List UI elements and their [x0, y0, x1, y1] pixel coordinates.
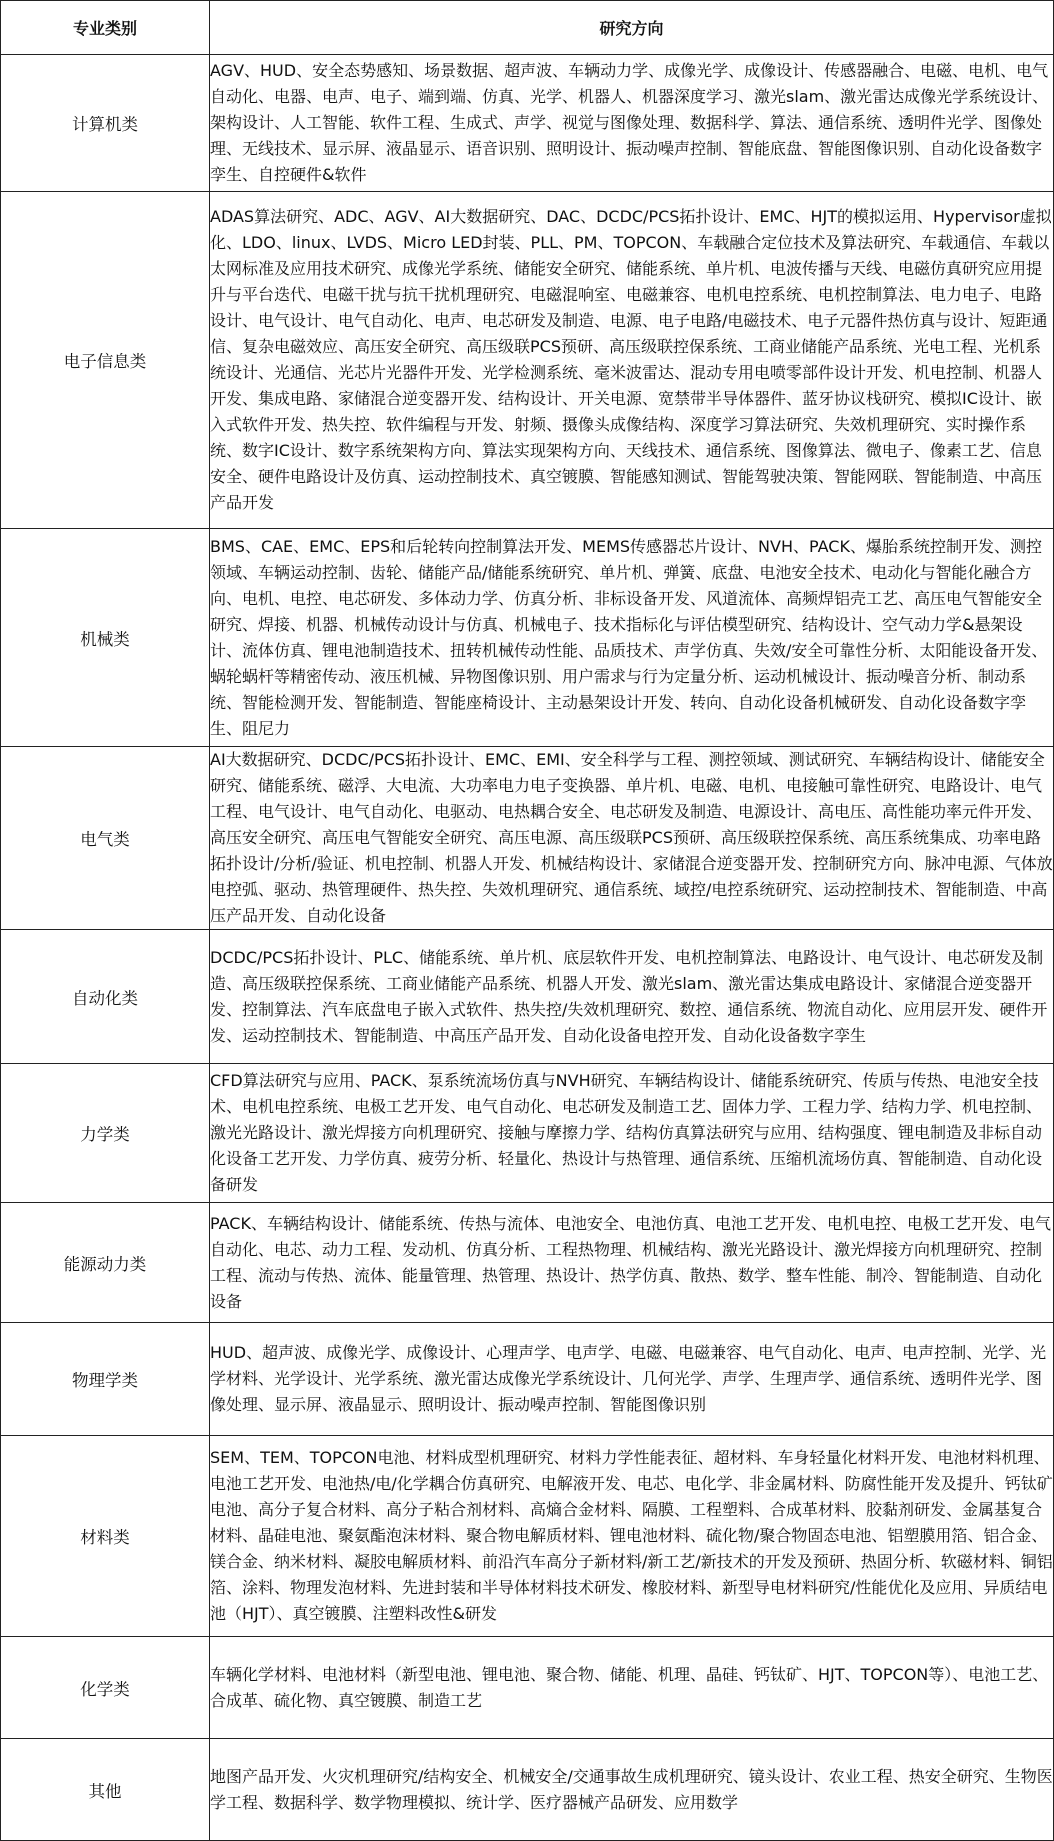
category-cell: 其他: [1, 1739, 210, 1841]
directions-cell: DCDC/PCS拓扑设计、PLC、储能系统、单片机、底层软件开发、电机控制算法、电路设计、电气设计、电芯研发及制造、高压级联控保系统、工商业储能产品系统、机器人开发、激光slam、激光雷达集成电路设计、家储混合逆变器开发、控制算法、汽车底盘电子嵌入式软件、热失控/失效机理研究、数控、通信系统、物流自动化、应用层开发、硬件开发、运动控制技术、智能制造、中高压产品开发、自动化设备电控开发、自动化设备数字孪生: [210, 930, 1054, 1064]
category-cell: 计算机类: [1, 55, 210, 192]
table-row: [1, 1203, 1054, 1323]
directions-cell: 车辆化学材料、电池材料（新型电池、锂电池、聚合物、储能、机理、晶硅、钙钛矿、HJT、TOPCON等）、电池工艺、合成革、硫化物、真空镀膜、制造工艺: [210, 1637, 1054, 1739]
directions-cell: PACK、车辆结构设计、储能系统、传热与流体、电池安全、电池仿真、电池工艺开发、电机电控、电极工艺开发、电气自动化、电芯、动力工程、发动机、仿真分析、工程热物理、机械结构、激光光路设计、激光焊接方向机理研究、控制工程、流动与传热、流体、能量管理、热管理、热设计、热学仿真、散热、数学、整车性能、制冷、智能制造、自动化设备: [210, 1203, 1054, 1323]
table-row: [1, 1739, 1054, 1841]
table-row: [1, 930, 1054, 1064]
category-cell: 自动化类: [1, 930, 210, 1064]
category-cell: 力学类: [1, 1064, 210, 1203]
category-cell: 电子信息类: [1, 192, 210, 529]
table-row: [1, 529, 1054, 747]
table-row: [1, 1436, 1054, 1637]
category-cell: 物理学类: [1, 1323, 210, 1436]
directions-cell: AI大数据研究、DCDC/PCS拓扑设计、EMC、EMI、安全科学与工程、测控领域、测试研究、车辆结构设计、储能安全研究、储能系统、磁浮、大电流、大功率电力电子变换器、单片机、电磁、电机、电接触可靠性研究、电路设计、电气工程、电气设计、电气自动化、电驱动、电热耦合安全、电芯研发及制造、电源设计、高电压、高性能功率元件开发、高压安全研究、高压电气智能安全研究、高压电源、高压级联PCS预研、高压级联控保系统、高压系统集成、功率电路拓扑设计/分析/验证、机电控制、机器人开发、机械结构设计、家储混合逆变器开发、控制研究方向、脉冲电源、气体放电控弧、驱动、热管理硬件、热失控、失效机理研究、通信系统、域控/电控系统研究、运动控制技术、智能制造、中高压产品开发、自动化设备: [210, 747, 1054, 930]
category-cell: 机械类: [1, 529, 210, 747]
header-direction: 研究方向: [210, 1, 1054, 55]
directions-cell: 地图产品开发、火灾机理研究/结构安全、机械安全/交通事故生成机理研究、镜头设计、农业工程、热安全研究、生物医学工程、数据科学、数学物理模拟、统计学、医疗器械产品研发、应用数学: [210, 1739, 1054, 1841]
directions-cell: ADAS算法研究、ADC、AGV、AI大数据研究、DAC、DCDC/PCS拓扑设计、EMC、HJT的模拟运用、Hypervisor虚拟化、LDO、linux、LVDS、Micro LED封装、PLL、PM、TOPCON、车载融合定位技术及算法研究、车载通信、车载以太网标准及应用技术研究、成像光学系统、储能安全研究、储能系统、单片机、电波传播与天线、电磁仿真研究应用提升与平台迭代、电磁干扰与抗干扰机理研究、电磁混响室、电磁兼容、电机电控系统、电机控制算法、电力电子、电路设计、电气设计、电气自动化、电声、电芯研发及制造、电源、电子电路/电磁技术、电子元器件热仿真与设计、短距通信、复杂电磁效应、高压安全研究、高压级联PCS预研、高压级联控保系统、工商业储能产品系统、光电工程、光机系统设计、光通信、光芯片光器件开发、光学检测系统、毫米波雷达、混动专用电喷零部件设计开发、机电控制、机器人开发、集成电路、家储混合逆变器开发、结构设计、开关电源、宽禁带半导体器件、蓝牙协议栈研究、模拟IC设计、嵌入式软件开发、热失控、软件编程与开发、射频、摄像头成像结构、深度学习算法研究、失效机理研究、实时操作系统、数字IC设计、数字系统架构方向、算法实现架构方向、天线技术、通信系统、图像算法、微电子、像素工艺、信息安全、硬件电路设计及仿真、运动控制技术、真空镀膜、智能感知测试、智能驾驶决策、智能网联、智能制造、中高压产品开发: [210, 192, 1054, 529]
table-row: [1, 1323, 1054, 1436]
table-row: [1, 747, 1054, 930]
directions-cell: SEM、TEM、TOPCON电池、材料成型机理研究、材料力学性能表征、超材料、车身轻量化材料开发、电池材料机理、电池工艺开发、电池热/电/化学耦合仿真研究、电解液开发、电芯、电化学、非金属材料、防腐性能开发及提升、钙钛矿电池、高分子复合材料、高分子粘合剂材料、高熵合金材料、隔膜、工程塑料、合成革材料、胶黏剂研发、金属基复合材料、晶硅电池、聚氨酯泡沫材料、聚合物电解质材料、锂电池材料、硫化物/聚合物固态电池、铝塑膜用箔、铝合金、镁合金、纳米材料、凝胶电解质材料、前沿汽车高分子新材料/新工艺/新技术的开发及预研、热固分析、软磁材料、铜铝箔、涂料、物理发泡材料、先进封装和半导体材料技术研发、橡胶材料、新型导电材料研究/性能优化及应用、异质结电池（HJT）、真空镀膜、注塑料改性&研发: [210, 1436, 1054, 1637]
category-cell: 能源动力类: [1, 1203, 210, 1323]
category-cell: 化学类: [1, 1637, 210, 1739]
category-cell: 电气类: [1, 747, 210, 930]
table-header-row: [1, 1, 1054, 55]
category-cell: 材料类: [1, 1436, 210, 1637]
table-row: [1, 1064, 1054, 1203]
directions-cell: HUD、超声波、成像光学、成像设计、心理声学、电声学、电磁、电磁兼容、电气自动化、电声、电声控制、光学、光学材料、光学设计、光学系统、激光雷达成像光学系统设计、几何光学、声学、生理声学、通信系统、透明件光学、图像处理、显示屏、液晶显示、照明设计、振动噪声控制、智能图像识别: [210, 1323, 1054, 1436]
header-category: 专业类别: [1, 1, 210, 55]
directions-cell: AGV、HUD、安全态势感知、场景数据、超声波、车辆动力学、成像光学、成像设计、传感器融合、电磁、电机、电气自动化、电器、电声、电子、端到端、仿真、光学、机器人、机器深度学习、激光slam、激光雷达成像光学系统设计、架构设计、人工智能、软件工程、生成式、声学、视觉与图像处理、数据科学、算法、通信系统、透明件光学、图像处理、无线技术、显示屏、液晶显示、语音识别、照明设计、振动噪声控制、智能底盘、智能图像识别、自动化设备数字孪生、自控硬件&软件: [210, 55, 1054, 192]
directions-cell: CFD算法研究与应用、PACK、泵系统流场仿真与NVH研究、车辆结构设计、储能系统研究、传质与传热、电池安全技术、电机电控系统、电极工艺开发、电气自动化、电芯研发及制造工艺、固体力学、工程力学、结构力学、机电控制、激光光路设计、激光焊接方向机理研究、接触与摩擦力学、结构仿真算法研究与应用、结构强度、锂电制造及非标自动化设备工艺开发、力学仿真、疲劳分析、轻量化、热设计与热管理、通信系统、压缩机流场仿真、智能制造、自动化设备研发: [210, 1064, 1054, 1203]
directions-cell: BMS、CAE、EMC、EPS和后轮转向控制算法开发、MEMS传感器芯片设计、NVH、PACK、爆胎系统控制开发、测控领域、车辆运动控制、齿轮、储能产品/储能系统研究、单片机、弹簧、底盘、电池安全技术、电动化与智能化融合方向、电机、电控、电芯研发、多体动力学、仿真分析、非标设备开发、风道流体、高频焊铝壳工艺、高压电气智能安全研究、焊接、机器、机械传动设计与仿真、机械电子、技术指标化与评估模型研究、结构设计、空气动力学&悬架设计、流体仿真、锂电池制造技术、扭转机械传动性能、品质技术、声学仿真、失效/安全可靠性分析、太阳能设备开发、蜗轮蜗杆等精密传动、液压机械、异物图像识别、用户需求与行为定量分析、运动机械设计、振动噪音分析、制动系统、智能检测开发、智能制造、智能座椅设计、主动悬架设计开发、转向、自动化设备机械研发、自动化设备数字孪生、阻尼力: [210, 529, 1054, 747]
table-row: [1, 55, 1054, 192]
table-row: [1, 1637, 1054, 1739]
table-row: [1, 192, 1054, 529]
